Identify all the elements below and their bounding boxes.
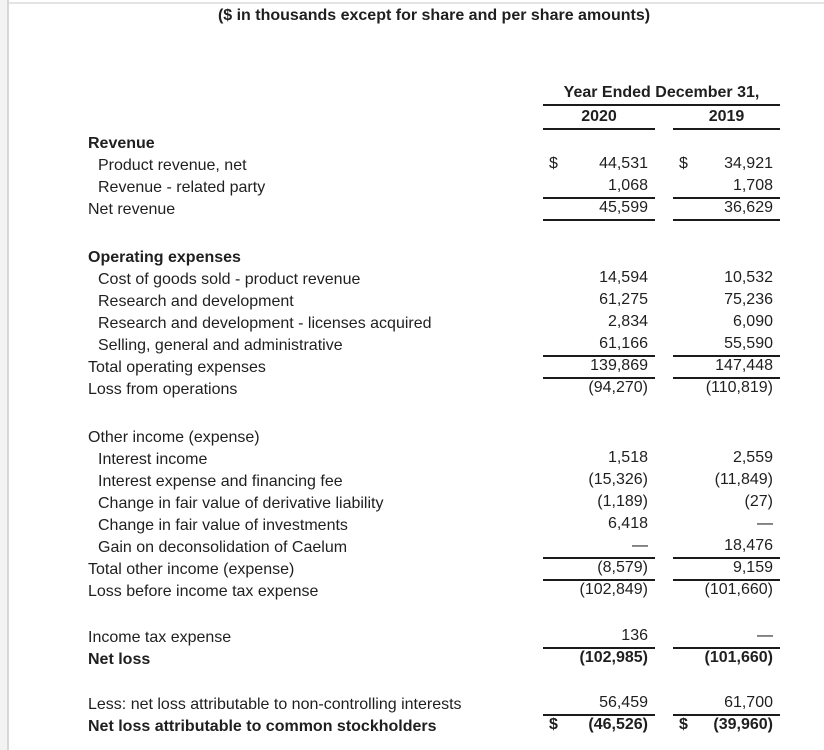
section-gap	[0, 401, 780, 427]
value-cell-2019	[673, 471, 780, 493]
section-gap	[0, 221, 780, 247]
value-cell-2020	[543, 379, 655, 401]
value-cell-2020	[543, 694, 655, 716]
row-change-fv-investments	[0, 515, 780, 537]
row-label: Change in fair value of investments	[98, 517, 348, 534]
row-label: Product revenue, net	[98, 157, 247, 174]
value-cell-2020	[543, 247, 655, 269]
column-gap	[655, 627, 673, 649]
value-cell-2019	[673, 155, 780, 177]
value-cell-2020	[543, 155, 655, 177]
value-cell-2020	[543, 177, 655, 199]
value-cell-2019	[673, 291, 780, 313]
row-label: Revenue	[88, 135, 155, 152]
value-text: (46,526)	[588, 716, 648, 733]
row-label: Cost of goods sold - product revenue	[98, 271, 361, 288]
table-header	[0, 84, 824, 130]
value-text: 36,629	[724, 199, 773, 216]
value-cell-2019	[673, 493, 780, 515]
value-cell-2020	[543, 515, 655, 537]
value-text: (11,849)	[714, 471, 773, 488]
column-gap	[655, 269, 673, 291]
value-text: (101,660)	[704, 649, 773, 666]
value-text: (94,270)	[588, 379, 648, 396]
column-gap	[655, 493, 673, 515]
value-text: 1,068	[607, 177, 648, 194]
value-cell-2019	[673, 357, 780, 379]
page-left-margin	[0, 0, 7, 750]
column-gap	[655, 335, 673, 357]
value-text: 1,518	[607, 449, 648, 466]
row-label: Gain on deconsolidation of Caelum	[98, 539, 348, 556]
row-label: Income tax expense	[88, 629, 232, 646]
value-text: 75,236	[724, 291, 773, 308]
column-gap	[655, 379, 673, 401]
value-text: 1,708	[732, 177, 773, 194]
row-rd-licenses-acquired	[0, 313, 780, 335]
value-text: 6,418	[607, 515, 648, 532]
column-gap	[655, 133, 673, 155]
value-cell-2020	[543, 269, 655, 291]
row-label: Other income (expense)	[88, 429, 260, 446]
value-cell-2019	[673, 694, 780, 716]
row-cost-of-goods-sold	[0, 269, 780, 291]
row-revenue-header	[0, 133, 780, 155]
column-gap	[655, 155, 673, 177]
value-cell-2019	[673, 649, 780, 671]
value-cell-2019	[673, 427, 780, 449]
row-net-loss-common-stockholders	[0, 716, 780, 738]
section-gap	[0, 671, 780, 694]
value-cell-2019	[673, 199, 780, 221]
year-columns	[543, 108, 780, 130]
row-label: Net loss attributable to common stockholders	[88, 718, 437, 735]
column-gap	[655, 247, 673, 269]
value-text: 2,559	[732, 449, 773, 466]
value-text: —	[757, 515, 773, 532]
value-cell-2019	[673, 716, 780, 738]
row-label: Less: net loss attributable to non-controlling interests	[88, 696, 462, 713]
column-gap	[655, 357, 673, 379]
value-text: (102,849)	[579, 581, 648, 598]
value-cell-2019	[673, 177, 780, 199]
row-loss-before-income-tax	[0, 581, 780, 603]
value-cell-2019	[673, 627, 780, 649]
row-label: Research and development - licenses acquired	[98, 315, 432, 332]
value-cell-2019	[673, 581, 780, 603]
value-cell-2020	[543, 291, 655, 313]
value-cell-2020	[543, 493, 655, 515]
row-label: Total other income (expense)	[88, 561, 295, 578]
row-label: Total operating expenses	[88, 359, 266, 376]
column-gap	[655, 694, 673, 716]
column-gap	[655, 427, 673, 449]
row-change-fv-derivative-liability	[0, 493, 780, 515]
column-gap	[655, 199, 673, 221]
column-gap	[655, 581, 673, 603]
value-cell-2019	[673, 449, 780, 471]
dollar-sign: $	[679, 155, 688, 172]
value-cell-2020	[543, 427, 655, 449]
value-text: (39,960)	[713, 716, 773, 733]
value-cell-2020	[543, 537, 655, 559]
row-income-tax-expense	[0, 627, 780, 649]
column-header-2020: 2020	[543, 108, 655, 130]
dollar-sign: $	[549, 155, 558, 172]
row-product-revenue-net	[0, 155, 780, 177]
column-gap	[655, 313, 673, 335]
row-label: Interest expense and financing fee	[98, 473, 343, 490]
page-title: ($ in thousands except for share and per share amounts)	[217, 7, 651, 24]
column-gap	[655, 471, 673, 493]
value-cell-2019	[673, 379, 780, 401]
row-label: Selling, general and administrative	[98, 337, 343, 354]
row-label: Operating expenses	[88, 249, 241, 266]
dollar-sign: $	[679, 716, 688, 733]
value-text: (110,819)	[705, 379, 773, 396]
period-column-group	[543, 84, 780, 130]
column-gap	[655, 716, 673, 738]
dollar-sign: $	[549, 716, 558, 733]
value-text: (8,579)	[597, 559, 648, 576]
row-gain-deconsolidation-caelum	[0, 537, 780, 559]
value-text: 9,159	[732, 559, 773, 576]
row-net-loss	[0, 649, 780, 671]
row-label: Research and development	[98, 293, 294, 310]
row-total-other-income	[0, 559, 780, 581]
value-cell-2020	[543, 559, 655, 581]
column-gap	[655, 649, 673, 671]
value-text: 139,869	[590, 357, 648, 374]
value-cell-2020	[543, 199, 655, 221]
value-cell-2020	[543, 357, 655, 379]
section-gap	[0, 603, 780, 627]
column-gap	[655, 515, 673, 537]
page-top-edge-line	[9, 2, 824, 4]
page-left-edge-line	[7, 0, 9, 750]
row-net-revenue	[0, 199, 780, 221]
header-label-spacer	[0, 84, 543, 130]
value-cell-2019	[673, 269, 780, 291]
row-research-and-development	[0, 291, 780, 313]
row-label: Loss from operations	[88, 381, 238, 398]
value-cell-2020	[543, 581, 655, 603]
value-cell-2019	[673, 559, 780, 581]
column-gap	[655, 108, 673, 130]
column-gap	[655, 291, 673, 313]
value-cell-2019	[673, 313, 780, 335]
row-selling-general-admin	[0, 335, 780, 357]
column-gap	[655, 537, 673, 559]
row-loss-from-operations	[0, 379, 780, 401]
value-text: 147,448	[715, 357, 773, 374]
value-text: 61,275	[599, 291, 648, 308]
row-label: Change in fair value of derivative liability	[98, 495, 384, 512]
value-text: 44,531	[599, 155, 648, 172]
value-cell-2020	[543, 471, 655, 493]
row-label: Net loss	[88, 651, 151, 668]
row-label: Net revenue	[88, 201, 176, 218]
value-text: 18,476	[724, 537, 773, 554]
value-cell-2019	[673, 247, 780, 269]
value-text: 55,590	[724, 335, 773, 352]
column-gap	[655, 559, 673, 581]
value-text: 14,594	[599, 269, 648, 286]
value-cell-2020	[543, 627, 655, 649]
row-interest-expense-financing-fee	[0, 471, 780, 493]
row-other-income-header	[0, 427, 780, 449]
column-gap	[655, 449, 673, 471]
row-total-operating-expenses	[0, 357, 780, 379]
value-text: 61,700	[724, 694, 773, 711]
value-text: —	[757, 627, 773, 644]
value-cell-2019	[673, 133, 780, 155]
value-cell-2020	[543, 649, 655, 671]
period-header: Year Ended December 31,	[543, 84, 780, 106]
row-label: Interest income	[98, 451, 208, 468]
value-text: (15,326)	[588, 471, 648, 488]
row-label: Revenue - related party	[98, 179, 266, 196]
value-cell-2020	[543, 449, 655, 471]
row-operating-expenses-header	[0, 247, 780, 269]
value-text: 34,921	[724, 155, 773, 172]
value-text: 45,599	[599, 199, 648, 216]
value-cell-2020	[543, 716, 655, 738]
value-cell-2019	[673, 515, 780, 537]
value-text: 56,459	[599, 694, 648, 711]
value-text: (27)	[744, 493, 773, 510]
value-cell-2020	[543, 313, 655, 335]
row-interest-income	[0, 449, 780, 471]
value-cell-2019	[673, 335, 780, 357]
value-cell-2020	[543, 133, 655, 155]
row-label: Loss before income tax expense	[88, 583, 319, 600]
value-cell-2020	[543, 335, 655, 357]
row-less-noncontrolling-interests	[0, 694, 780, 716]
value-text: —	[632, 537, 648, 554]
column-header-2019: 2019	[673, 108, 780, 130]
value-text: 2,834	[607, 313, 648, 330]
row-revenue-related-party	[0, 177, 780, 199]
value-text: (1,189)	[597, 493, 648, 510]
column-gap	[655, 177, 673, 199]
value-text: 136	[621, 627, 648, 644]
value-text: 6,090	[732, 313, 773, 330]
income-statement-rows	[0, 133, 824, 738]
value-text: 10,532	[724, 269, 773, 286]
value-text: 61,166	[599, 335, 648, 352]
value-text: (102,985)	[579, 649, 648, 666]
value-cell-2019	[673, 537, 780, 559]
value-text: (101,660)	[704, 581, 773, 598]
